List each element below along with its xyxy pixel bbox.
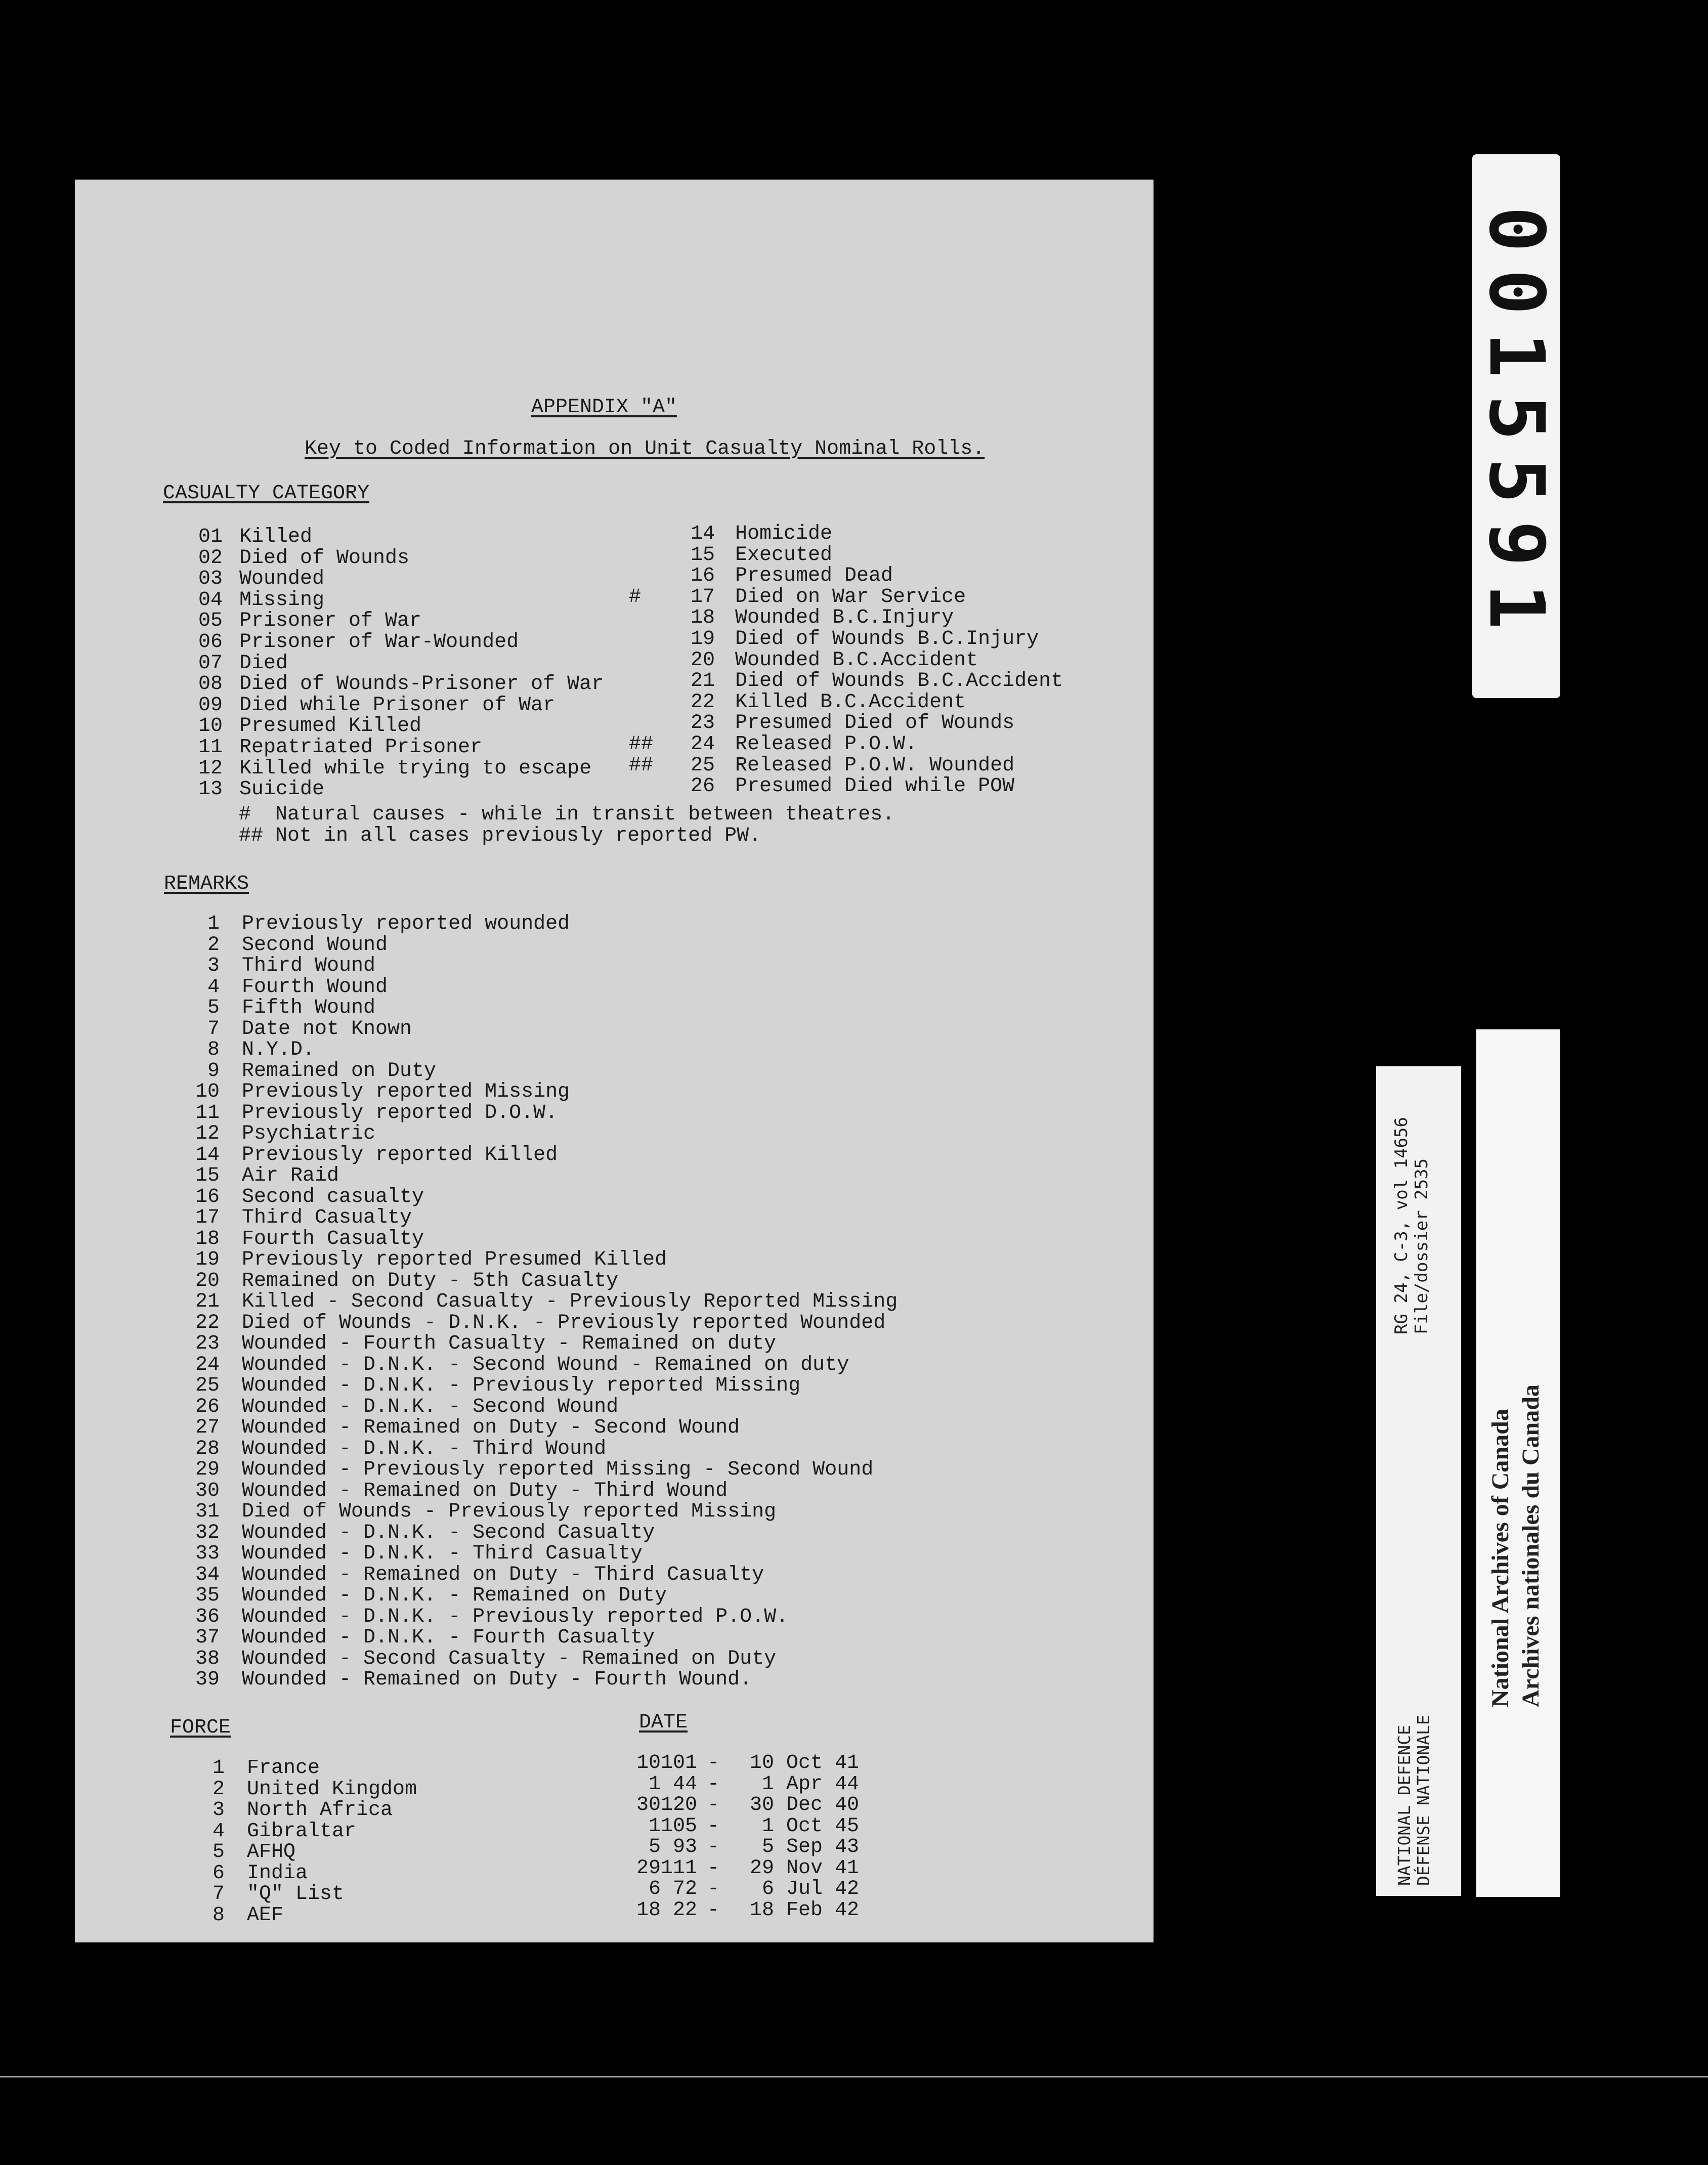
list-item-label: Wounded - D.N.K. - Second Casualty [242, 1521, 655, 1544]
date-dash: - [707, 1898, 720, 1922]
list-item-label: Killed B.C.Accident [735, 690, 966, 714]
list-item-label: United Kingdom [247, 1778, 417, 1801]
list-item-code: 5 [207, 997, 220, 1019]
list-item-label: Prisoner of War-Wounded [239, 631, 519, 654]
list-item-code: 17 [195, 1206, 220, 1229]
list-item-label: Wounded - Fourth Casualty - Remained on duty [242, 1332, 777, 1355]
list-item-label: Wounded B.C.Accident [735, 648, 978, 672]
list-item-code: 03 [198, 568, 223, 591]
list-item-code: 18 [690, 607, 715, 630]
list-item-code: 10 [195, 1080, 220, 1103]
list-item-code: 12 [195, 1122, 220, 1145]
list-item-label: Wounded - Remained on Duty - Second Wound [242, 1416, 740, 1439]
list-item-label: Third Casualty [242, 1206, 412, 1229]
list-item-code: 30 [195, 1479, 220, 1502]
list-item-label: Repatriated Prisoner [239, 736, 483, 759]
list-item-label: Wounded - D.N.K. - Previously reported Missing [242, 1374, 801, 1397]
list-item-label: Previously reported Killed [242, 1143, 558, 1166]
list-item-code: 37 [195, 1626, 220, 1649]
list-item-label: Wounded - D.N.K. - Second Wound [242, 1395, 619, 1418]
list-item-label: AFHQ [247, 1841, 296, 1864]
date-value: 1 Oct 45 [761, 1814, 859, 1838]
list-item-code: 11 [195, 1101, 220, 1124]
list-item-code: 9 [207, 1059, 220, 1082]
list-item-code: 7 [207, 1017, 220, 1041]
date-dash: - [707, 1814, 720, 1838]
date-code: 5 93 [648, 1836, 697, 1858]
list-item-label: Previously reported wounded [242, 913, 570, 935]
list-item-label: Killed - Second Casualty - Previously Reported Missing [242, 1290, 898, 1313]
list-item-code: 4 [207, 975, 220, 999]
frame-number: 0015591 [1472, 206, 1560, 646]
list-item-code: 19 [195, 1248, 220, 1271]
list-item-code: 16 [195, 1185, 220, 1208]
list-item-code: 26 [195, 1395, 220, 1418]
date-code: 18 22 [636, 1898, 697, 1922]
list-item-label: Died of Wounds - D.N.K. - Previously reported Wounded [242, 1311, 886, 1334]
list-item-label: Wounded [239, 568, 325, 591]
date-value: 1 Apr 44 [761, 1772, 859, 1796]
date-value: 5 Sep 43 [761, 1836, 859, 1858]
date-code: 10101 [636, 1752, 697, 1774]
list-item-code: 06 [198, 631, 223, 654]
date-value: 10 Oct 41 [749, 1752, 859, 1774]
list-item-label: AEF [247, 1903, 284, 1927]
date-code: 30120 [636, 1794, 697, 1816]
list-item-code: 15 [690, 543, 715, 567]
remarks-heading: REMARKS [164, 873, 249, 895]
list-item-code: 8 [212, 1903, 225, 1927]
list-item-label: Wounded - D.N.K. - Previously reported P.O.W. [242, 1605, 789, 1628]
list-item-code: 10 [198, 715, 223, 738]
list-item-code: 07 [198, 652, 223, 675]
department-fr: DÉFENSE NATIONALE [1414, 1715, 1433, 1886]
list-item-code: 34 [195, 1563, 220, 1586]
list-item-label: Previously reported D.O.W. [242, 1101, 558, 1124]
list-item-label: "Q" List [247, 1883, 345, 1906]
date-value: 30 Dec 40 [749, 1794, 859, 1816]
list-item-label: Died of Wounds - Previously reported Missing [242, 1500, 777, 1523]
bottom-rule [0, 2076, 1708, 2077]
list-item-label: Wounded - Remained on Duty - Third Wound [242, 1479, 728, 1502]
list-item-code: 3 [212, 1799, 225, 1822]
list-item-code: 14 [690, 523, 715, 545]
list-item-code: 24 [690, 733, 715, 756]
list-item-label: Presumed Died of Wounds [735, 712, 1015, 735]
list-item-label: Executed [735, 543, 833, 567]
reference-line-1: RG 24, C-3, vol 14656 [1391, 1117, 1412, 1334]
list-item-code: 01 [198, 526, 223, 548]
list-item-code: 33 [195, 1542, 220, 1565]
list-item-code: 20 [195, 1269, 220, 1292]
list-item-code: 25 [690, 754, 715, 777]
date-heading: DATE [639, 1711, 688, 1734]
list-item-code: 6 [212, 1861, 225, 1885]
date-dash: - [707, 1836, 720, 1858]
list-item-code: 8 [207, 1038, 220, 1061]
list-item-label: Psychiatric [242, 1122, 376, 1145]
list-item-code: 25 [195, 1374, 220, 1397]
list-item-code: 09 [198, 694, 223, 717]
list-item-code: 4 [212, 1820, 225, 1843]
list-item-label: Presumed Dead [735, 565, 893, 588]
list-item-code: 2 [212, 1778, 225, 1801]
archives-label [1476, 1029, 1560, 1897]
document-page [75, 180, 1154, 1942]
list-item-label: Died while Prisoner of War [239, 694, 556, 717]
list-item-label: Second Wound [242, 933, 388, 957]
list-item-code: 31 [195, 1500, 220, 1523]
list-item-label: Died of Wounds [239, 546, 410, 570]
reference-label [1376, 1066, 1461, 1896]
list-item-label: Died [239, 652, 288, 675]
list-item-label: N.Y.D. [242, 1038, 315, 1061]
list-item-label: Remained on Duty - 5th Casualty [242, 1269, 619, 1292]
list-item-code: 12 [198, 757, 223, 780]
list-item-code: 13 [198, 778, 223, 801]
list-item-label: Wounded - D.N.K. - Third Casualty [242, 1542, 643, 1565]
list-item-label: Wounded - Second Casualty - Remained on Duty [242, 1647, 777, 1670]
list-item-label: Air Raid [242, 1164, 339, 1187]
list-item-code: 21 [195, 1290, 220, 1313]
list-item-code: 36 [195, 1605, 220, 1628]
list-item-label: Presumed Killed [239, 715, 422, 738]
date-dash: - [707, 1772, 720, 1796]
list-item-code: 26 [690, 775, 715, 798]
date-code: 6 72 [648, 1878, 697, 1900]
reference-line-2: File/dossier 2535 [1412, 1158, 1432, 1334]
date-dash: - [707, 1752, 720, 1774]
list-item-label: Missing [239, 588, 325, 612]
list-item-label: Wounded - D.N.K. - Third Wound [242, 1437, 607, 1460]
list-item-code: 38 [195, 1647, 220, 1670]
list-item-label: Fourth Wound [242, 975, 388, 999]
archives-name-en: National Archives of Canada [1487, 1409, 1514, 1707]
list-item-code: 28 [195, 1437, 220, 1460]
page-title: APPENDIX "A" [531, 396, 677, 419]
list-item-code: 11 [198, 736, 223, 759]
list-item-label: Homicide [735, 523, 833, 545]
force-heading: FORCE [170, 1716, 231, 1739]
list-item-code: 20 [690, 648, 715, 672]
list-item-mark: ## [629, 733, 654, 756]
list-item-code: 24 [195, 1353, 220, 1376]
date-dash: - [707, 1878, 720, 1900]
list-item-label: Previously reported Presumed Killed [242, 1248, 667, 1271]
list-item-code: 04 [198, 588, 223, 612]
list-item-label: Killed [239, 526, 313, 548]
list-item-code: 1 [207, 913, 220, 935]
list-item-code: 2 [207, 933, 220, 957]
list-item-code: 7 [212, 1883, 225, 1906]
date-code: 1 44 [648, 1772, 697, 1796]
list-item-code: 29 [195, 1458, 220, 1481]
list-item-code: 39 [195, 1668, 220, 1691]
list-item-label: Prisoner of War [239, 610, 422, 633]
list-item-label: Wounded - D.N.K. - Remained on Duty [242, 1584, 667, 1607]
list-item-label: Suicide [239, 778, 325, 801]
list-item-code: 02 [198, 546, 223, 570]
list-item-code: 23 [195, 1332, 220, 1355]
date-code: 1105 [648, 1814, 697, 1838]
list-item-code: 08 [198, 673, 223, 696]
list-item-label: Presumed Died while POW [735, 775, 1015, 798]
list-item-label: Died of Wounds B.C.Injury [735, 628, 1039, 651]
casualty-note-1: # Natural causes - while in transit between theatres. [239, 803, 895, 826]
date-value: 6 Jul 42 [761, 1878, 859, 1900]
page-subtitle: Key to Coded Information on Unit Casualty Nominal Rolls. [305, 438, 985, 460]
list-item-code: 22 [690, 690, 715, 714]
list-item-label: Wounded - D.N.K. - Fourth Casualty [242, 1626, 655, 1649]
date-value: 29 Nov 41 [749, 1856, 859, 1880]
list-item-code: 05 [198, 610, 223, 633]
casualty-note-2: ## Not in all cases previously reported PW. [239, 825, 761, 847]
list-item-label: North Africa [247, 1799, 393, 1822]
list-item-label: Previously reported Missing [242, 1080, 570, 1103]
list-item-code: 19 [690, 628, 715, 651]
list-item-code: 35 [195, 1584, 220, 1607]
list-item-code: 23 [690, 712, 715, 735]
list-item-label: Second casualty [242, 1185, 424, 1208]
list-item-label: Wounded - Previously reported Missing - Second Wound [242, 1458, 874, 1481]
list-item-mark: # [629, 585, 642, 609]
list-item-label: Third Wound [242, 955, 376, 977]
list-item-code: 16 [690, 565, 715, 588]
list-item-code: 18 [195, 1227, 220, 1250]
list-item-code: 3 [207, 955, 220, 977]
list-item-code: 1 [212, 1757, 225, 1780]
list-item-label: Gibraltar [247, 1820, 357, 1843]
list-item-label: Released P.O.W. Wounded [735, 754, 1015, 777]
list-item-label: Died on War Service [735, 585, 966, 609]
date-code: 29111 [636, 1856, 697, 1880]
date-dash: - [707, 1856, 720, 1880]
list-item-label: Wounded - Remained on Duty - Fourth Wound. [242, 1668, 752, 1691]
list-item-code: 32 [195, 1521, 220, 1544]
list-item-code: 17 [690, 585, 715, 609]
department-en: NATIONAL DEFENCE [1394, 1725, 1414, 1886]
list-item-code: 27 [195, 1416, 220, 1439]
list-item-code: 21 [690, 670, 715, 693]
list-item-label: Fourth Casualty [242, 1227, 424, 1250]
list-item-code: 14 [195, 1143, 220, 1166]
list-item-mark: ## [629, 754, 654, 777]
date-dash: - [707, 1794, 720, 1816]
casualty-category-heading: CASUALTY CATEGORY [163, 482, 370, 505]
list-item-label: France [247, 1757, 320, 1780]
date-value: 18 Feb 42 [749, 1898, 859, 1922]
list-item-label: Wounded - Remained on Duty - Third Casualty [242, 1563, 764, 1586]
archives-name-fr: Archives nationales du Canada [1517, 1384, 1544, 1707]
list-item-label: Fifth Wound [242, 997, 376, 1019]
list-item-code: 22 [195, 1311, 220, 1334]
list-item-label: Killed while trying to escape [239, 757, 592, 780]
list-item-label: Died of Wounds-Prisoner of War [239, 673, 604, 696]
list-item-label: Date not Known [242, 1017, 412, 1041]
list-item-label: India [247, 1861, 308, 1885]
list-item-label: Released P.O.W. [735, 733, 918, 756]
frame-number-stamp [1472, 154, 1560, 698]
list-item-label: Wounded B.C.Injury [735, 607, 954, 630]
list-item-label: Wounded - D.N.K. - Second Wound - Remained on duty [242, 1353, 849, 1376]
list-item-code: 15 [195, 1164, 220, 1187]
list-item-code: 5 [212, 1841, 225, 1864]
list-item-label: Remained on Duty [242, 1059, 437, 1082]
list-item-label: Died of Wounds B.C.Accident [735, 670, 1063, 693]
